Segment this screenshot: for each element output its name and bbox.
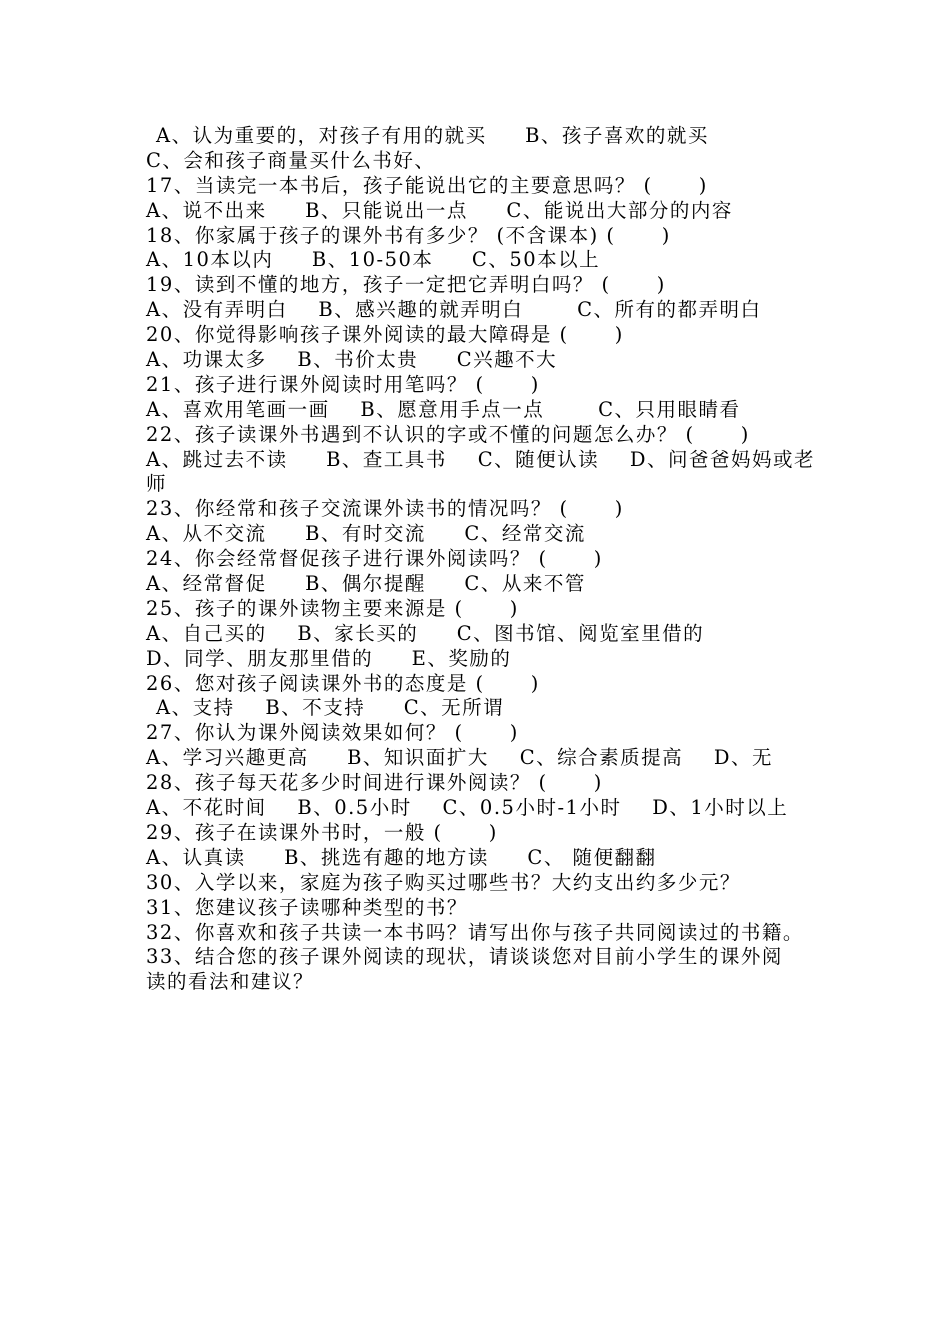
question-19: 19、读到不懂的地方，孩子一定把它弄明白吗？ ( ) xyxy=(146,273,666,297)
question-32: 32、你喜欢和孩子共读一本书吗？请写出你与孩子共同阅读过的书籍。 xyxy=(146,920,804,944)
question-33: 33、结合您的孩子课外阅读的现状，请谈谈您对目前小学生的课外阅 xyxy=(146,945,783,969)
options-17: A、说不出来 B、只能说出一点 C、能说出大部分的内容 xyxy=(146,198,733,222)
options-24: A、经常督促 B、偶尔提醒 C、从来不管 xyxy=(146,572,586,596)
question-17: 17、当读完一本书后，孩子能说出它的主要意思吗？ ( ) xyxy=(146,173,708,197)
question-20: 20、你觉得影响孩子课外阅读的最大障碍是 ( ) xyxy=(146,323,624,347)
question-31: 31、您建议孩子读哪种类型的书？ xyxy=(146,895,468,919)
option-line-16: A、认为重要的，对孩子有用的就买 B、孩子喜欢的就买 xyxy=(156,124,709,147)
question-23: 23、你经常和孩子交流课外读书的情况吗？ ( ) xyxy=(146,497,624,521)
options-26: A、支持 B、不支持 C、无所谓 xyxy=(156,696,505,720)
question-21: 21、孩子进行课外阅读时用笔吗？ ( ) xyxy=(146,372,540,396)
options-25-continued: D、同学、朋友那里借的 E、奖励的 xyxy=(146,646,512,670)
question-26: 26、您对孩子阅读课外书的态度是 ( ) xyxy=(146,671,540,695)
options-22: A、跳过去不读 B、查工具书 C、随便认读 D、问爸爸妈妈或老 xyxy=(146,447,816,471)
question-33-continued: 读的看法和建议？ xyxy=(146,970,315,994)
options-23: A、从不交流 B、有时交流 C、经常交流 xyxy=(146,522,586,546)
question-25: 25、孩子的课外读物主要来源是 ( ) xyxy=(146,596,519,620)
options-18: A、10本以内 B、10-50本 C、50本以上 xyxy=(146,248,601,272)
question-22: 22、孩子读课外书遇到不认识的字或不懂的问题怎么办？ ( ) xyxy=(146,422,750,446)
question-18: 18、你家属于孩子的课外书有多少？ (不含课本) ( ) xyxy=(146,223,671,247)
options-19: A、没有弄明白 B、感兴趣的就弄明白 C、所有的都弄明白 xyxy=(146,298,762,322)
option-line-16c: C、会和孩子商量买什么书好、 xyxy=(146,148,436,172)
options-29: A、认真读 B、挑选有趣的地方读 C、 随便翻翻 xyxy=(146,845,657,869)
options-27: A、学习兴趣更高 B、知识面扩大 C、综合素质提高 D、无 xyxy=(146,746,774,770)
options-21: A、喜欢用笔画一画 B、愿意用手点一点 C、只用眼睛看 xyxy=(146,397,741,421)
options-25: A、自己买的 B、家长买的 C、图书馆、阅览室里借的 xyxy=(146,621,705,645)
question-27: 27、你认为课外阅读效果如何？ ( ) xyxy=(146,721,519,745)
question-28: 28、孩子每天花多少时间进行课外阅读？ ( ) xyxy=(146,771,603,795)
questionnaire-body xyxy=(146,124,836,995)
question-30: 30、入学以来，家庭为孩子购买过哪些书？大约支出约多少元？ xyxy=(146,870,741,894)
options-22-continued: 师 xyxy=(146,472,168,496)
question-24: 24、你会经常督促孩子进行课外阅读吗？ ( ) xyxy=(146,547,603,571)
question-29: 29、孩子在读课外书时，一般 ( ) xyxy=(146,820,498,844)
options-28: A、不花时间 B、0.5小时 C、0.5小时-1小时 D、1小时以上 xyxy=(146,796,789,820)
options-20: A、功课太多 B、书价太贵 C兴趣不大 xyxy=(146,348,558,372)
